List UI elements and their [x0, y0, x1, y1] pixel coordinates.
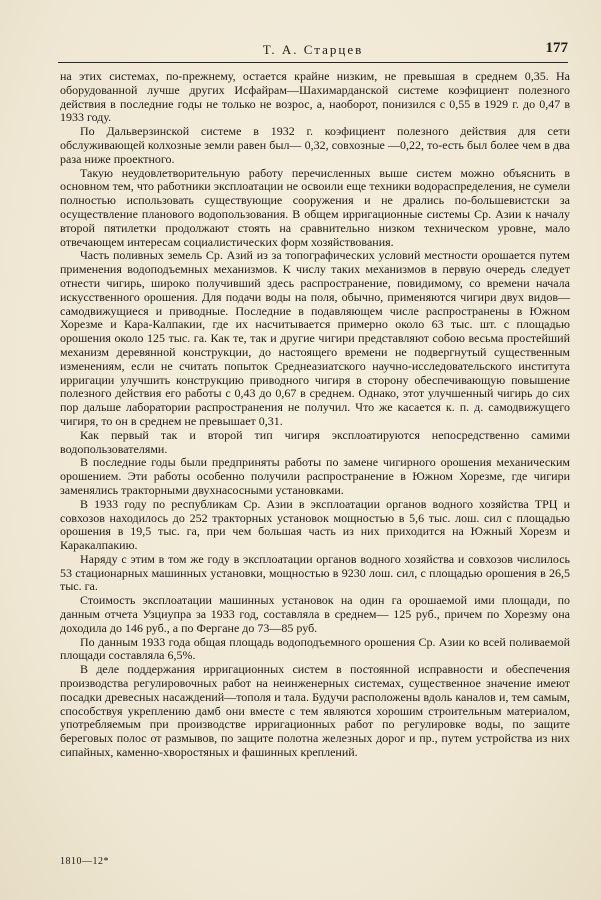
paragraph: По данным 1933 года общая площадь водоподъемного орошения Ср. Азии ко всей поливаемой площади составляла 6,5%.: [60, 634, 570, 663]
running-head-author: Т. А. Старцев: [262, 42, 364, 57]
paragraph: В деле поддержания ирригационных систем в постоянной исправности и обеспечения производства регулировочных работ на неинженерных системах, существенное значение имеют посадки древесных насаждений—тополя и тала. Будучи расположены вдоль каналов и, тем самым, способствуя укреплению дамб они вместе с тем являются хорошим строительным материалом, употребляемым при производстве ирригационных работ по регулировке воды, по защите береговых полос от размывов, по защите полотна железных дорог и пр., путем устройства из них сипайных, каменно-хворостяных и фашинных креплений.: [60, 662, 570, 760]
paragraph: Наряду с этим в том же году в эксплоатации органов водного хозяйства и совхозов числилось 53 стационарных машинных установки, мощностью в 9230 лош. сил, с площадью орошения в 26,5 тыс. га.: [60, 551, 570, 594]
paragraph: Стоимость эксплоатации машинных установок на один га орошаемой ими площади, по данным отчета Узциупра за 1933 год, составляла в среднем— 125 руб., причем по Хорезму она доходила до 146 руб., а по Фергане до 73—85 руб.: [60, 593, 570, 635]
paragraph: Часть поливных земель Ср. Азий из за топографических условий местности орошается путем применения водоподъемных механизмов. К числу таких механизмов в первую очередь следует отнести чигирь, широко получивший здесь распространение, повидимому, со времени начала искусственного орошения. Для подачи воды на поля, обычно, применяются чигири двух видов—самодвижущиеся и приводные. Последние в подавляющем числе распространены в Южном Хорезме и Кара-Калпакии, где их насчитывается примерно около 63 тыс. шт. с площадью орошения около 125 тыс. га. Как те, так и другие чигири представляют собою весьма простейший механизм деревянной конструкции, до настоящего времени не подвергнутый существенным изменениям, если не считать попыток Среднеазиатского научно-исследовательского института ирригации улучшить конструкцию приводного чигиря в сторону обеспечивающую повышение полезного действия его работы с 0,43 до 0,67 в среднем. Однако, этот улучшенный чигирь до сих пор дальше лаборатории распространения не получил. Что же касается к. п. д. самодвижущего чигиря, то он в среднем не превышает 0,31.: [60, 248, 570, 428]
paragraph: В последние годы были предприняты работы по замене чигирного орошения механическим орошением. Эти работы особенно получили распространение в Южном Хорезме, где чигири заменялись тракторными двухнасосными установками.: [60, 455, 570, 497]
paragraph: Как первый так и второй тип чигиря эксплоатируются непосредственно самими водопользователями.: [60, 427, 570, 456]
page-header: [58, 42, 568, 64]
paragraph: По Дальверзинской системе в 1932 г. коэфициент полезного действия для сети обслуживающей колхозные земли равен был— 0,32, совхозные —0,22, то-есть был более чем в два раза ниже проектного.: [60, 124, 570, 166]
paragraph-continued: на этих системах, по-прежнему, остается крайне низким, не превышая в среднем 0,35. На оборудованной лучше других Исфайрам—Шахимарданской системе коэфициент полезного действия в последние годы не только не возрос, а, наоборот, понизился с 0,55 в 1929 г. до 0,47 в 1933 году.: [60, 69, 570, 125]
page-number: 177: [545, 40, 568, 56]
printer-signature-mark: 1810—12*: [60, 856, 109, 867]
header-rule: [58, 62, 568, 63]
paragraph: Такую неудовлетворительную работу перечисленных выше систем можно объяснить в основном тем, что работники эксплоатации не освоили еще техники водораспределения, не сумели полностью использовать существующие сооружения и не дрались по-большевистски за осуществление планового водопользования. В общем ирригационные системы Ср. Азии к началу второй пятилетки продолжают стоять на сравнительно низком техническом уровне, мало отвечающем интересам социалистических форм хозяйствования.: [60, 165, 570, 249]
body-text: [60, 70, 570, 760]
paragraph: В 1933 году по республикам Ср. Азии в эксплоатации органов водного хозяйства ТРЦ и совхозов находилось до 252 тракторных установок мощностью в 5,6 тыс. лош. сил с площадью орошения в 19,5 тыс. га, при чем большая часть из них приходится на Южный Хорезм и Каракалпакию.: [60, 496, 570, 553]
